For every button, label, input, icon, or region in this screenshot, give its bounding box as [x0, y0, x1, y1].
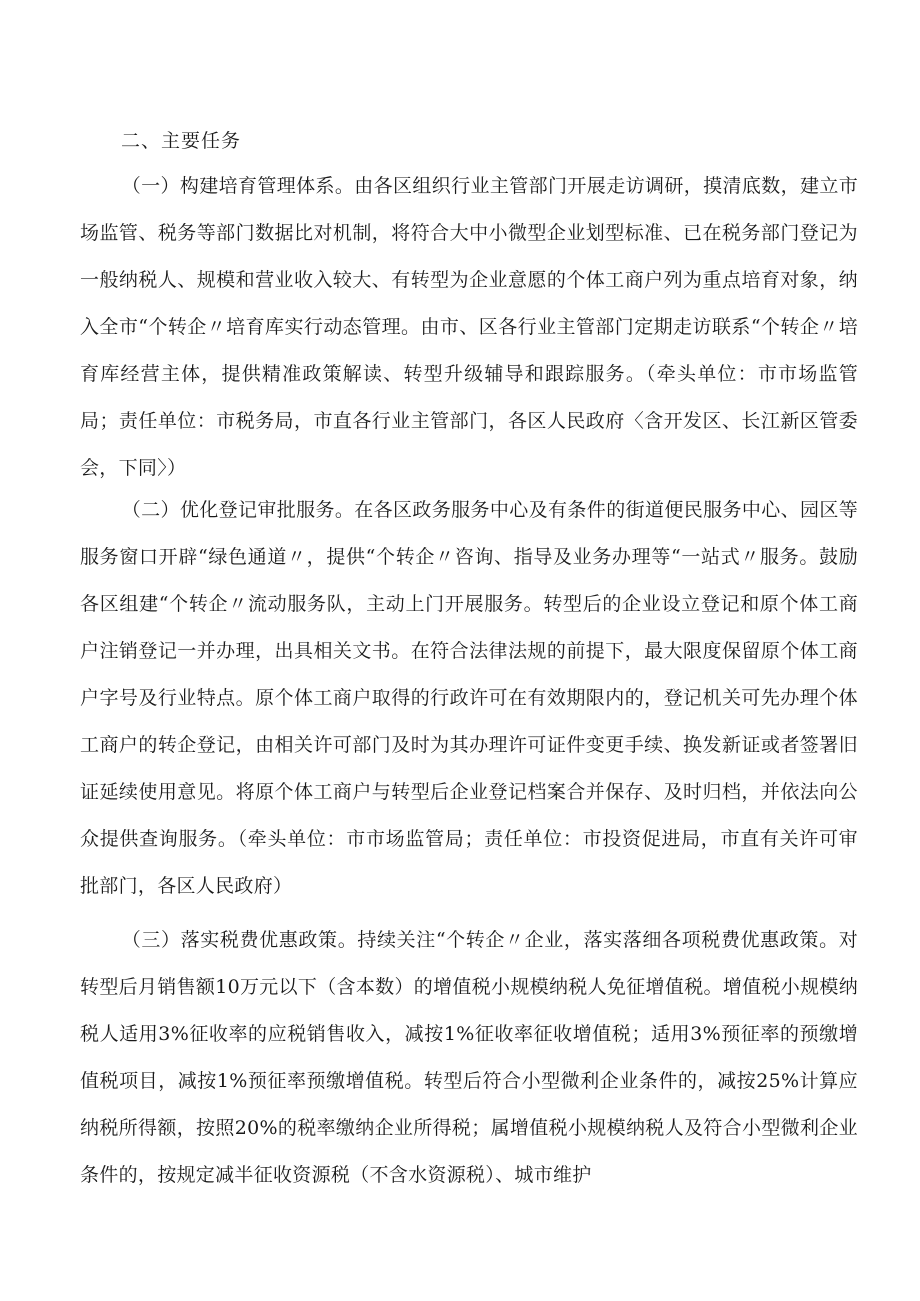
- paragraph-registration-service: （二）优化登记审批服务。在各区政务服务中心及有条件的街道便民服务中心、园区等服务窗口开辟“绿色通道〃，提供“个转企〃咨询、指导及业务办理等“一站式〃服务。鼓励各区组建“个转企〃流动服务队，主动上门开展服务。转型后的企业设立登记和原个体工商户注销登记一并办理，出具相关文书。在符合法律法规的前提下，最大限度保留原个体工商户字号及行业特点。原个体工商户取得的行政许可在有效期限内的，登记机关可先办理个体工商户的转企登记，由相关许可部门及时为其办理许可证件变更手续、换发新证或者签署旧证延续使用意见。将原个体工商户与转型后企业登记档案合并保存、及时归档，并依法向公众提供查询服务。（牵头单位：市市场监管局；责任单位：市投资促进局，市直有关许可审批部门，各区人民政府）: [80, 499, 858, 897]
- paragraph-cultivation-system: （一）构建培育管理体系。由各区组织行业主管部门开展走访调研，摸清底数，建立市场监管、税务等部门数据比对机制，将符合大中小微型企业划型标准、已在税务部门登记为一般纳税人、规模和营业收入较大、有转型为企业意愿的个体工商户列为重点培育对象，纳入全市“个转企〃培育库实行动态管理。由市、区各行业主管部门定期走访联系“个转企〃培育库经营主体，提供精准政策解读、转型升级辅导和跟踪服务。（牵头单位：市市场监管局；责任单位：市税务局，市直各行业主管部门，各区人民政府〈含开发区、长江新区管委会，下同〉）: [80, 175, 858, 479]
- section-heading: 二、主要任务: [121, 130, 242, 152]
- paragraph-tax-policy: （三）落实税费优惠政策。持续关注“个转企〃企业，落实落细各项税费优惠政策。对转型后月销售额10万元以下（含本数）的增值税小规模纳税人免征增值税。增值税小规模纳税人适用3%征收率的应税销售收入，减按1%征收率征收增值税；适用3%预征率的预缴增值税项目，减按1%预征率预缴增值税。转型后符合小型微利企业条件的，减按25%计算应纳税所得额，按照20%的税率缴纳企业所得税；属增值税小规模纳税人及符合小型微利企业条件的，按规定减半征收资源税（不含水资源税）、城市维护: [80, 929, 858, 1186]
